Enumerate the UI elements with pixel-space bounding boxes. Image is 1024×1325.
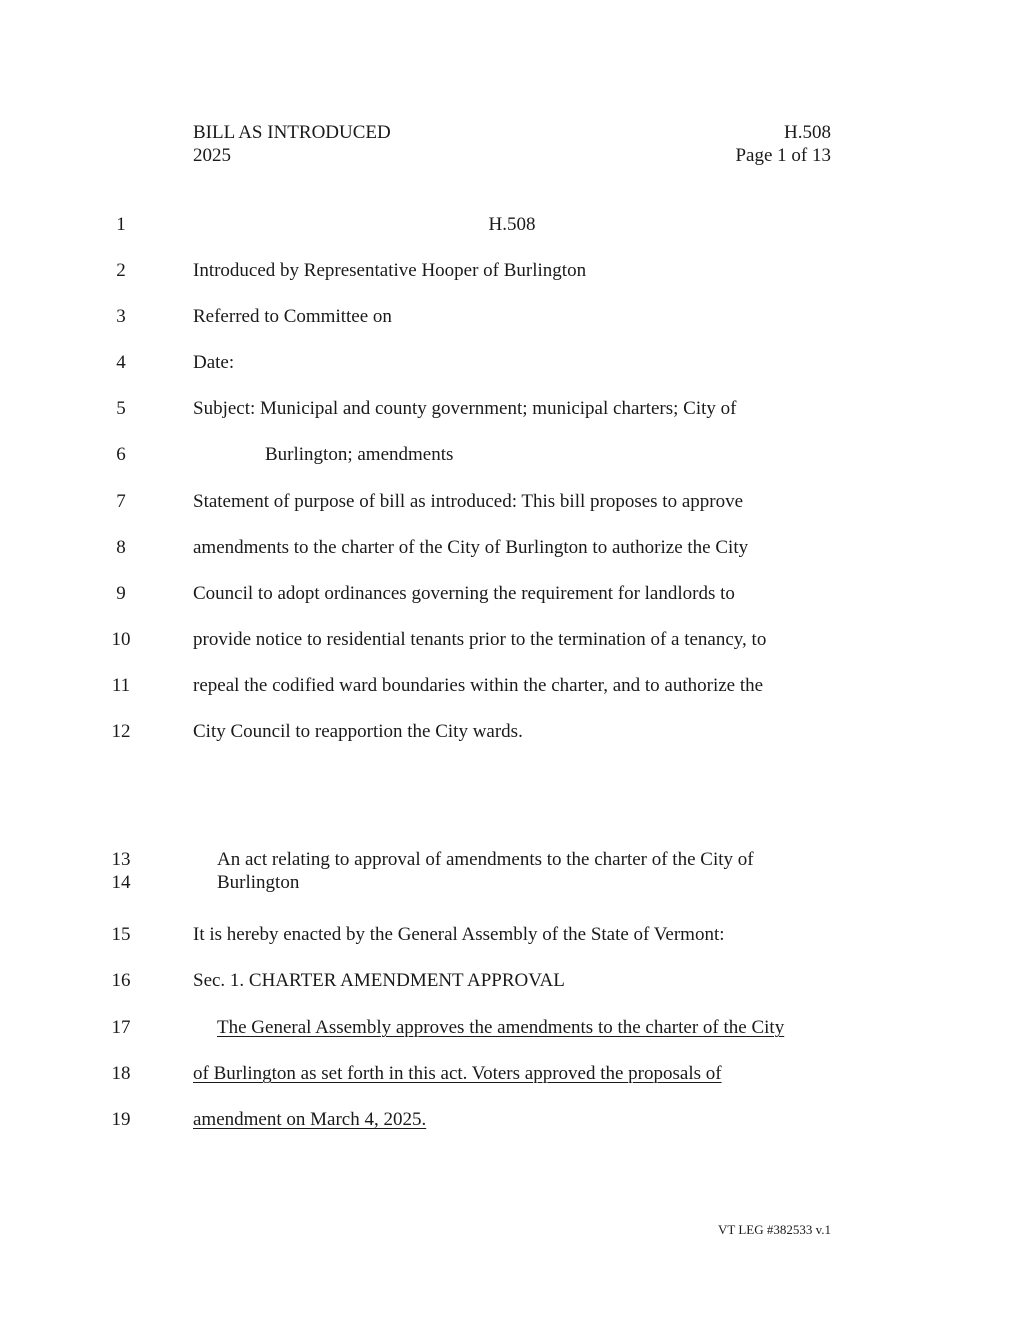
line-10 <box>0 625 1024 655</box>
line-2 <box>0 256 1024 286</box>
introduced-by: Introduced by Representative Hooper of Burlington <box>193 260 587 281</box>
line-number: 7 <box>116 491 126 512</box>
line-number: 6 <box>116 444 126 465</box>
line-number: 10 <box>111 629 131 650</box>
line-number: 15 <box>111 924 131 945</box>
statement-of-purpose: Statement of purpose of bill as introduced: This bill proposes to approve <box>193 491 744 512</box>
date-label: Date: <box>193 352 235 373</box>
referred-to: Referred to Committee on <box>193 306 392 327</box>
line-number: 14 <box>111 872 131 893</box>
line-number: 9 <box>116 583 126 604</box>
line-number: 8 <box>116 537 126 558</box>
line-4 <box>0 348 1024 378</box>
enacting-clause: It is hereby enacted by the General Assembly of the State of Vermont: <box>193 924 725 945</box>
line-17 <box>0 1013 1024 1043</box>
line-number: 3 <box>116 306 126 327</box>
line-19 <box>0 1105 1024 1135</box>
subject-line: Subject: Municipal and county government; municipal charters; City of <box>193 398 737 419</box>
act-title: An act relating to approval of amendments to the charter of the City of <box>217 849 754 870</box>
added-text: The General Assembly approves the amendments to the charter of the City <box>217 1017 785 1038</box>
line-9 <box>0 579 1024 609</box>
header-bill-number: H.508 <box>784 122 831 143</box>
line-number: 16 <box>111 970 131 991</box>
header-page-label: Page 1 of 13 <box>735 145 831 166</box>
section-heading: Sec. 1. CHARTER AMENDMENT APPROVAL <box>193 970 565 991</box>
statement-text: provide notice to residential tenants prior to the termination of a tenancy, to <box>193 629 767 650</box>
statement-text: Council to adopt ordinances governing the requirement for landlords to <box>193 583 735 604</box>
added-text: of Burlington as set forth in this act. Voters approved the proposals of <box>193 1063 722 1084</box>
line-6 <box>0 440 1024 470</box>
statement-text: City Council to reapportion the City wards. <box>193 721 523 742</box>
line-12 <box>0 717 1024 747</box>
statement-text: amendments to the charter of the City of Burlington to authorize the City <box>193 537 749 558</box>
header-year: 2025 <box>193 145 231 166</box>
line-number: 17 <box>111 1017 131 1038</box>
statement-text: repeal the codified ward boundaries within the charter, and to authorize the <box>193 675 764 696</box>
line-number: 19 <box>111 1109 131 1130</box>
line-1 <box>0 210 1024 240</box>
line-number: 12 <box>111 721 131 742</box>
line-number: 13 <box>111 849 131 870</box>
line-7 <box>0 487 1024 517</box>
added-text: amendment on March 4, 2025. <box>193 1109 427 1130</box>
line-number: 11 <box>111 675 131 696</box>
act-title-continuation: Burlington <box>217 872 300 893</box>
line-number: 4 <box>116 352 126 373</box>
line-15 <box>0 920 1024 950</box>
line-5 <box>0 394 1024 424</box>
subject-continuation: Burlington; amendments <box>265 444 454 465</box>
line-3 <box>0 302 1024 332</box>
line-8 <box>0 533 1024 563</box>
bill-title-number: H.508 <box>488 214 536 235</box>
line-11 <box>0 671 1024 701</box>
line-16 <box>0 966 1024 996</box>
line-number: 5 <box>116 398 126 419</box>
line-number: 2 <box>116 260 126 281</box>
line-18 <box>0 1059 1024 1089</box>
header-bill-status: BILL AS INTRODUCED <box>193 122 391 143</box>
footer-doc-id: VT LEG #382533 v.1 <box>717 1222 831 1237</box>
line-number: 1 <box>116 214 126 235</box>
line-number: 18 <box>111 1063 131 1084</box>
